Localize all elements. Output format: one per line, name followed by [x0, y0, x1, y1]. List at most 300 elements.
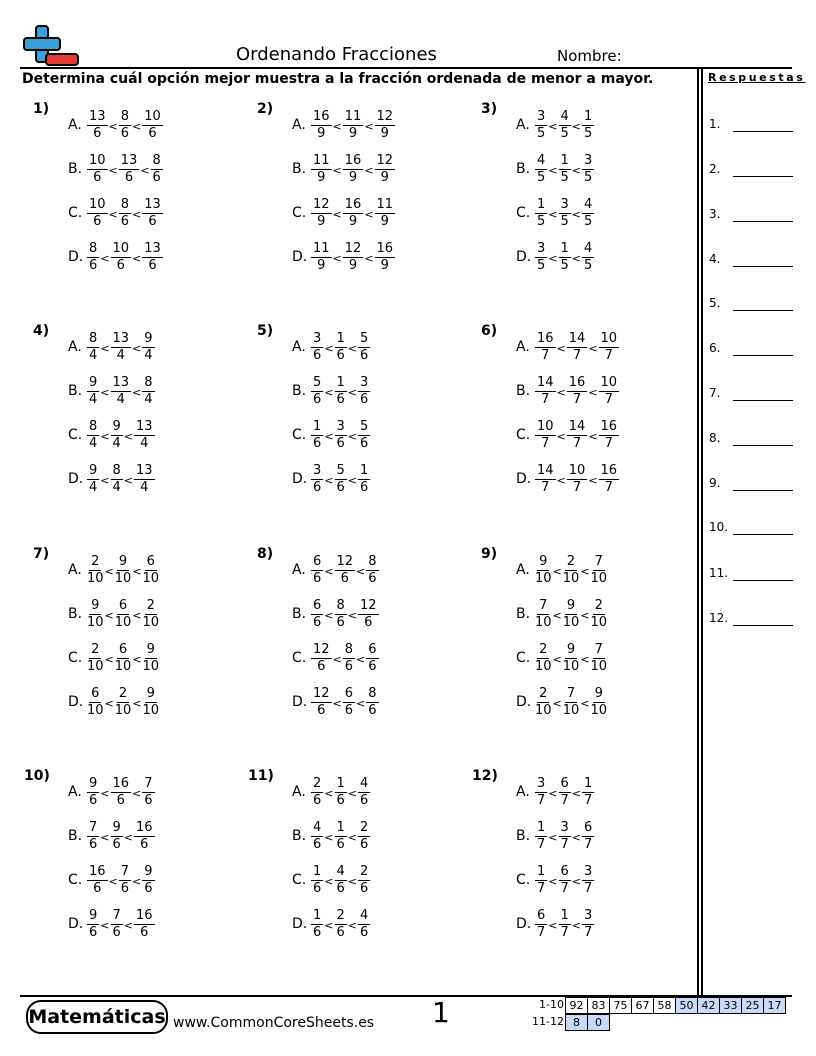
answer-option[interactable]: [68, 327, 155, 367]
numerator: 16: [600, 418, 618, 434]
fraction: [111, 463, 123, 496]
numerator: 4: [360, 775, 369, 791]
numerator: 9: [91, 597, 100, 613]
numerator: 3: [537, 240, 546, 256]
less-than-sign: <: [132, 385, 142, 399]
denominator: 10: [142, 570, 160, 586]
fraction: [535, 820, 547, 853]
numerator: 9: [89, 907, 98, 923]
fraction: [582, 864, 594, 897]
answer-option[interactable]: [292, 415, 370, 455]
numerator: 14: [537, 462, 554, 478]
score-cell: 58: [653, 997, 676, 1014]
fraction: [335, 554, 356, 587]
numerator: 10: [144, 108, 161, 124]
fraction: [87, 197, 108, 230]
numerator: 8: [89, 418, 98, 434]
answer-option[interactable]: [68, 415, 155, 455]
answer-row: [709, 338, 793, 358]
denominator: 6: [313, 614, 322, 630]
numerator: 11: [376, 196, 394, 212]
fraction: [591, 554, 608, 587]
numerator: 9: [539, 553, 548, 569]
problem: [481, 101, 681, 301]
fraction: [311, 153, 332, 186]
fraction: [559, 820, 571, 853]
denominator: 6: [112, 924, 121, 940]
numerator: 13: [120, 152, 138, 168]
denominator: 10: [114, 658, 132, 674]
numerator: 12: [313, 196, 330, 212]
numerator: 16: [313, 108, 330, 124]
numerator: 16: [112, 775, 130, 791]
fraction: [366, 686, 378, 719]
numerator: 14: [568, 418, 586, 434]
less-than-sign: <: [324, 473, 334, 487]
less-than-sign: <: [108, 207, 118, 221]
numerator: 1: [360, 462, 369, 478]
less-than-sign: <: [347, 385, 357, 399]
page-title: Ordenando Fracciones: [236, 44, 437, 65]
answer-number: 9.: [709, 476, 721, 490]
denominator: 9: [348, 257, 358, 273]
less-than-sign: <: [104, 696, 114, 710]
fraction: [535, 331, 556, 364]
score-range-label: 11-12: [532, 1015, 564, 1028]
answer-blank[interactable]: [733, 625, 793, 626]
numerator: 13: [144, 196, 161, 212]
fraction: [111, 820, 123, 853]
numerator: 9: [89, 775, 98, 791]
denominator: 9: [317, 213, 326, 229]
option-letter: B.: [516, 828, 531, 844]
less-than-sign: <: [588, 385, 598, 399]
fraction: [142, 331, 154, 364]
less-than-sign: <: [364, 119, 374, 133]
answer-option[interactable]: [292, 327, 370, 367]
answer-option[interactable]: [516, 682, 607, 722]
fraction: [535, 642, 552, 675]
numerator: 7: [566, 685, 576, 701]
denominator: 6: [93, 125, 102, 141]
score-cell: 42: [697, 997, 720, 1014]
answer-option[interactable]: [516, 638, 607, 678]
less-than-sign: <: [347, 473, 357, 487]
less-than-sign: <: [324, 830, 334, 844]
answer-option[interactable]: [292, 105, 395, 145]
answer-option[interactable]: [68, 594, 159, 634]
denominator: 7: [584, 792, 593, 808]
problem-number: 8): [257, 546, 274, 562]
denominator: 5: [537, 257, 546, 273]
less-than-sign: <: [347, 341, 357, 355]
denominator: 6: [368, 658, 377, 674]
less-than-sign: <: [347, 786, 357, 800]
fraction: [142, 241, 163, 274]
fraction: [563, 554, 580, 587]
fraction: [311, 375, 323, 408]
denominator: 6: [144, 880, 153, 896]
less-than-sign: <: [100, 786, 110, 800]
fraction: [142, 776, 154, 809]
fraction: [311, 776, 323, 809]
answer-option[interactable]: [68, 638, 159, 678]
answer-number: 8.: [709, 431, 721, 445]
denominator: 6: [360, 347, 369, 363]
option-letter: A.: [516, 117, 530, 133]
option-letter: B.: [292, 383, 307, 399]
answer-option[interactable]: [68, 105, 163, 145]
answer-option[interactable]: [292, 371, 370, 411]
fraction: [115, 686, 132, 719]
denominator: 6: [120, 213, 130, 229]
less-than-sign: <: [588, 473, 598, 487]
numerator: 9: [89, 462, 98, 478]
option-letter: C.: [292, 872, 307, 888]
answer-blank[interactable]: [733, 445, 793, 446]
answer-option[interactable]: [292, 638, 379, 678]
less-than-sign: <: [132, 874, 142, 888]
answer-number: 12.: [709, 611, 729, 625]
less-than-sign: <: [364, 207, 374, 221]
answer-option[interactable]: [516, 415, 619, 455]
score-table: [526, 997, 786, 1031]
numerator: 10: [89, 196, 106, 212]
denominator: 10: [562, 702, 580, 718]
answer-option[interactable]: [68, 860, 155, 900]
denominator: 4: [89, 479, 98, 495]
problem: [33, 323, 233, 523]
numerator: 1: [336, 374, 345, 390]
less-than-sign: <: [548, 207, 558, 221]
fraction: [358, 776, 370, 809]
numerator: 3: [313, 462, 322, 478]
fraction: [335, 776, 347, 809]
numerator: 3: [560, 196, 569, 212]
numerator: 9: [566, 597, 576, 613]
fraction: [87, 820, 99, 853]
answer-option[interactable]: [292, 594, 379, 634]
numerator: 14: [568, 330, 586, 346]
denominator: 9: [380, 125, 389, 141]
answer-option[interactable]: [68, 816, 155, 856]
problem-number: 7): [33, 546, 50, 562]
fraction: [567, 331, 588, 364]
less-than-sign: <: [100, 918, 110, 932]
fraction: [591, 686, 608, 719]
less-than-sign: <: [108, 874, 118, 888]
numerator: 5: [336, 462, 345, 478]
problem: [24, 768, 233, 968]
fraction: [142, 375, 154, 408]
fraction: [535, 598, 552, 631]
fraction: [111, 776, 132, 809]
answer-blank[interactable]: [733, 534, 793, 535]
numerator: 9: [118, 553, 128, 569]
less-than-sign: <: [332, 207, 342, 221]
answer-option[interactable]: [292, 459, 370, 499]
numerator: 16: [344, 196, 362, 212]
answer-option[interactable]: [516, 459, 619, 499]
denominator: 6: [313, 435, 322, 451]
numerator: 16: [600, 462, 618, 478]
answer-option[interactable]: [68, 682, 159, 722]
less-than-sign: <: [552, 696, 562, 710]
denominator: 7: [537, 836, 546, 852]
denominator: 6: [148, 125, 157, 141]
numerator: 16: [344, 152, 362, 168]
score-cell: 75: [609, 997, 632, 1014]
problem-number: 11): [248, 768, 274, 784]
less-than-sign: <: [108, 163, 118, 177]
fraction: [535, 375, 556, 408]
answer-option[interactable]: [516, 772, 594, 812]
denominator: 6: [336, 924, 345, 940]
fraction: [559, 241, 571, 274]
numerator: 12: [336, 553, 354, 569]
denominator: 6: [124, 169, 134, 185]
answer-option[interactable]: [68, 237, 163, 277]
less-than-sign: <: [347, 918, 357, 932]
answer-option[interactable]: [516, 371, 619, 411]
denominator: 4: [144, 391, 153, 407]
answer-blank[interactable]: [733, 266, 793, 267]
answer-blank[interactable]: [733, 580, 793, 581]
problem: [481, 546, 681, 746]
numerator: 1: [584, 108, 593, 124]
denominator: 6: [336, 792, 345, 808]
fraction: [582, 197, 594, 230]
option-letter: A.: [292, 784, 306, 800]
answer-option[interactable]: [68, 550, 159, 590]
option-letter: D.: [516, 471, 532, 487]
fraction: [599, 375, 620, 408]
numerator: 13: [89, 108, 106, 124]
numerator: 4: [560, 108, 569, 124]
denominator: 7: [541, 435, 550, 451]
fraction: [87, 109, 108, 142]
less-than-sign: <: [552, 564, 562, 578]
denominator: 7: [560, 836, 569, 852]
answer-option[interactable]: [292, 550, 379, 590]
answer-option[interactable]: [68, 193, 163, 233]
fraction: [599, 463, 620, 496]
less-than-sign: <: [548, 786, 558, 800]
option-letter: C.: [292, 427, 307, 443]
less-than-sign: <: [571, 251, 581, 265]
denominator: 7: [584, 836, 593, 852]
answer-blank[interactable]: [733, 310, 793, 311]
fraction: [335, 908, 347, 941]
less-than-sign: <: [571, 786, 581, 800]
fraction: [563, 598, 580, 631]
fraction: [311, 864, 323, 897]
less-than-sign: <: [324, 786, 334, 800]
denominator: 4: [112, 479, 121, 495]
numerator: 7: [594, 641, 603, 657]
answer-option[interactable]: [68, 904, 155, 944]
numerator: 3: [584, 863, 593, 879]
problem-number: 5): [257, 323, 274, 339]
answer-option[interactable]: [292, 149, 395, 189]
less-than-sign: <: [140, 163, 150, 177]
denominator: 6: [360, 391, 369, 407]
less-than-sign: <: [580, 652, 590, 666]
answer-blank[interactable]: [733, 131, 793, 132]
answer-option[interactable]: [292, 237, 395, 277]
numerator: 7: [89, 819, 98, 835]
fraction: [311, 598, 323, 631]
fraction: [119, 153, 140, 186]
answer-blank[interactable]: [733, 176, 793, 177]
less-than-sign: <: [356, 696, 366, 710]
answer-blank[interactable]: [733, 221, 793, 222]
answer-blank[interactable]: [733, 355, 793, 356]
answer-option[interactable]: [516, 149, 594, 189]
option-letter: A.: [292, 562, 306, 578]
denominator: 4: [116, 391, 125, 407]
option-letter: D.: [68, 694, 84, 710]
fraction: [134, 419, 155, 452]
fraction: [535, 109, 547, 142]
answer-option[interactable]: [516, 237, 594, 277]
numerator: 9: [146, 685, 155, 701]
answer-option[interactable]: [516, 594, 607, 634]
less-than-sign: <: [356, 564, 366, 578]
problem-number: 1): [33, 101, 50, 117]
fraction: [559, 776, 571, 809]
fraction: [87, 241, 99, 274]
less-than-sign: <: [571, 119, 581, 133]
numerator: 1: [584, 775, 593, 791]
score-row: [526, 997, 786, 1013]
fraction: [87, 463, 99, 496]
problem-number: 9): [481, 546, 498, 562]
denominator: 10: [87, 658, 104, 674]
denominator: 6: [116, 792, 125, 808]
fraction: [311, 331, 323, 364]
denominator: 10: [142, 614, 160, 630]
answer-option[interactable]: [292, 816, 370, 856]
numerator: 8: [89, 240, 98, 256]
answer-option[interactable]: [68, 149, 163, 189]
option-letter: C.: [68, 650, 83, 666]
numerator: 9: [146, 641, 155, 657]
website-link[interactable]: www.CommonCoreSheets.es: [173, 1015, 375, 1031]
header-divider: [20, 67, 792, 69]
option-letter: B.: [292, 606, 307, 622]
less-than-sign: <: [324, 429, 334, 443]
numerator: 2: [360, 863, 369, 879]
numerator: 5: [360, 418, 369, 434]
numerator: 6: [118, 641, 128, 657]
answer-blank[interactable]: [733, 490, 793, 491]
option-letter: D.: [292, 249, 308, 265]
fraction: [366, 642, 378, 675]
fraction: [582, 908, 594, 941]
option-letter: A.: [68, 117, 82, 133]
answer-option[interactable]: [292, 682, 379, 722]
option-letter: D.: [68, 249, 84, 265]
denominator: 10: [142, 702, 160, 718]
less-than-sign: <: [132, 652, 142, 666]
answer-option[interactable]: [516, 904, 594, 944]
answer-option[interactable]: [516, 860, 594, 900]
numerator: 8: [368, 553, 377, 569]
answer-column-divider: [701, 67, 703, 995]
answer-option[interactable]: [516, 327, 619, 367]
denominator: 6: [336, 836, 345, 852]
answer-option[interactable]: [68, 371, 155, 411]
fraction: [375, 197, 396, 230]
answer-option[interactable]: [516, 816, 594, 856]
denominator: 6: [317, 702, 326, 718]
fraction: [535, 419, 556, 452]
answer-option[interactable]: [292, 193, 395, 233]
numerator: 2: [336, 907, 345, 923]
less-than-sign: <: [580, 696, 590, 710]
numerator: 3: [313, 330, 322, 346]
denominator: 6: [313, 570, 322, 586]
less-than-sign: <: [347, 874, 357, 888]
less-than-sign: <: [548, 874, 558, 888]
brand-badge: Matemáticas: [26, 1000, 168, 1034]
answer-option[interactable]: [516, 550, 607, 590]
answer-number: 10.: [709, 520, 729, 534]
denominator: 6: [144, 792, 153, 808]
fraction: [358, 864, 370, 897]
answer-option[interactable]: [292, 772, 370, 812]
numerator: 11: [313, 152, 330, 168]
answer-number: 5.: [709, 296, 721, 310]
name-label: Nombre:: [557, 47, 622, 65]
denominator: 7: [541, 347, 550, 363]
denominator: 9: [348, 125, 358, 141]
fraction: [343, 109, 364, 142]
answer-option[interactable]: [292, 860, 370, 900]
fraction: [111, 908, 123, 941]
score-cell: 83: [587, 997, 610, 1014]
answer-option[interactable]: [68, 459, 155, 499]
answer-option[interactable]: [516, 105, 594, 145]
answer-option[interactable]: [68, 772, 155, 812]
numerator: 1: [560, 907, 569, 923]
answer-option[interactable]: [292, 904, 370, 944]
fraction: [358, 331, 370, 364]
option-letter: A.: [68, 562, 82, 578]
option-letter: B.: [68, 828, 83, 844]
less-than-sign: <: [571, 207, 581, 221]
numerator: 10: [112, 240, 130, 256]
answer-blank[interactable]: [733, 400, 793, 401]
numerator: 9: [112, 418, 121, 434]
less-than-sign: <: [332, 652, 342, 666]
fraction: [358, 375, 370, 408]
numerator: 1: [336, 819, 345, 835]
option-letter: D.: [516, 249, 532, 265]
numerator: 1: [537, 196, 546, 212]
numerator: 12: [313, 685, 330, 701]
numerator: 16: [136, 907, 153, 923]
numerator: 5: [313, 374, 322, 390]
fraction: [87, 864, 108, 897]
numerator: 13: [112, 330, 130, 346]
numerator: 9: [89, 374, 98, 390]
denominator: 10: [114, 614, 132, 630]
answer-option[interactable]: [516, 193, 594, 233]
option-letter: A.: [68, 339, 82, 355]
numerator: 12: [313, 641, 330, 657]
